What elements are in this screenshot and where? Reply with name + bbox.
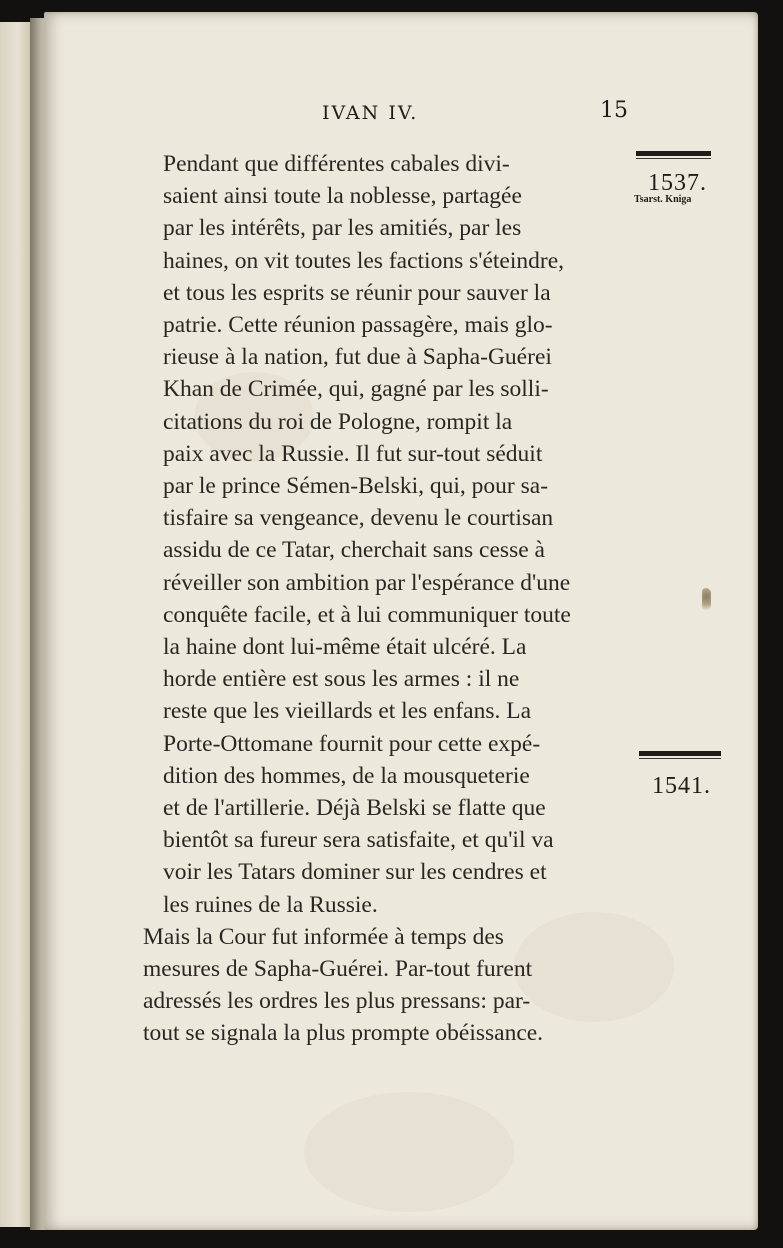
text-line: voir les Tatars dominer sur les cendres et bbox=[163, 859, 547, 886]
text-line: réveiller son ambition par l'espérance d'une bbox=[163, 569, 571, 596]
text-line: conquête facile, et à lui communiquer toute bbox=[163, 601, 571, 628]
text-line: patrie. Cette réunion passagère, mais glo- bbox=[163, 312, 553, 339]
ink-blot bbox=[702, 588, 711, 610]
text-line: paix avec la Russie. Il fut sur-tout séduit bbox=[163, 440, 543, 467]
text-line: haines, on vit toutes les factions s'éteindre, bbox=[163, 247, 565, 274]
paragraph bbox=[131, 148, 639, 921]
margin-year: 1541. bbox=[652, 773, 711, 799]
text-line: saient ainsi toute la noblesse, partagée bbox=[163, 183, 522, 210]
text-line: assidu de ce Tatar, cherchait sans cesse à bbox=[163, 537, 545, 564]
margin-source-note: Tsarst. Kniga bbox=[634, 194, 692, 205]
text-line: mesures de Sapha-Guérei. Par-tout furent bbox=[143, 956, 533, 983]
text-line: reste que les vieillards et les enfans. La bbox=[163, 698, 532, 725]
text-line: par les intérêts, par les amitiés, par les bbox=[163, 215, 522, 242]
body-text bbox=[131, 148, 639, 1050]
text-line: rieuse à la nation, fut due à Sapha-Guérei bbox=[163, 344, 552, 371]
text-line: Porte-Ottomane fournit pour cette expé- bbox=[163, 730, 541, 757]
text-line: Mais la Cour fut informée à temps des bbox=[143, 923, 504, 950]
text-line: Pendant que différentes cabales divi- bbox=[163, 151, 510, 177]
text-line: les ruines de la Russie. bbox=[163, 891, 378, 918]
text-line: et tous les esprits se réunir pour sauver la bbox=[163, 279, 551, 306]
text-line: bientôt sa fureur sera satisfaite, et qu'il va bbox=[163, 827, 554, 854]
text-line: et de l'artillerie. Déjà Belski se flatte que bbox=[163, 795, 546, 822]
text-line: adressés les ordres les plus pressans: par- bbox=[143, 988, 531, 1015]
running-title: IVAN IV. bbox=[322, 102, 419, 124]
text-line: horde entière est sous les armes : il ne bbox=[163, 666, 520, 693]
page-number: 15 bbox=[600, 98, 628, 123]
margin-year: 1537. bbox=[648, 170, 707, 196]
previous-page-edge bbox=[0, 22, 31, 1227]
text-line: tisfaire sa vengeance, devenu le courtisan bbox=[163, 505, 554, 532]
text-line: la haine dont lui-même était ulcéré. La bbox=[163, 634, 527, 661]
paper-stain bbox=[304, 1092, 514, 1212]
text-line: Khan de Crimée, qui, gagné par les solli- bbox=[163, 376, 549, 403]
margin-rule bbox=[639, 751, 721, 756]
text-line: dition des hommes, de la mousqueterie bbox=[163, 762, 530, 789]
margin-rule bbox=[636, 151, 711, 156]
text-line: tout se signala la plus prompte obéissance. bbox=[143, 1020, 544, 1047]
text-line: par le prince Sémen-Belski, qui, pour sa- bbox=[163, 473, 549, 500]
text-line: citations du roi de Pologne, rompit la bbox=[163, 408, 513, 435]
paragraph bbox=[131, 921, 639, 1050]
